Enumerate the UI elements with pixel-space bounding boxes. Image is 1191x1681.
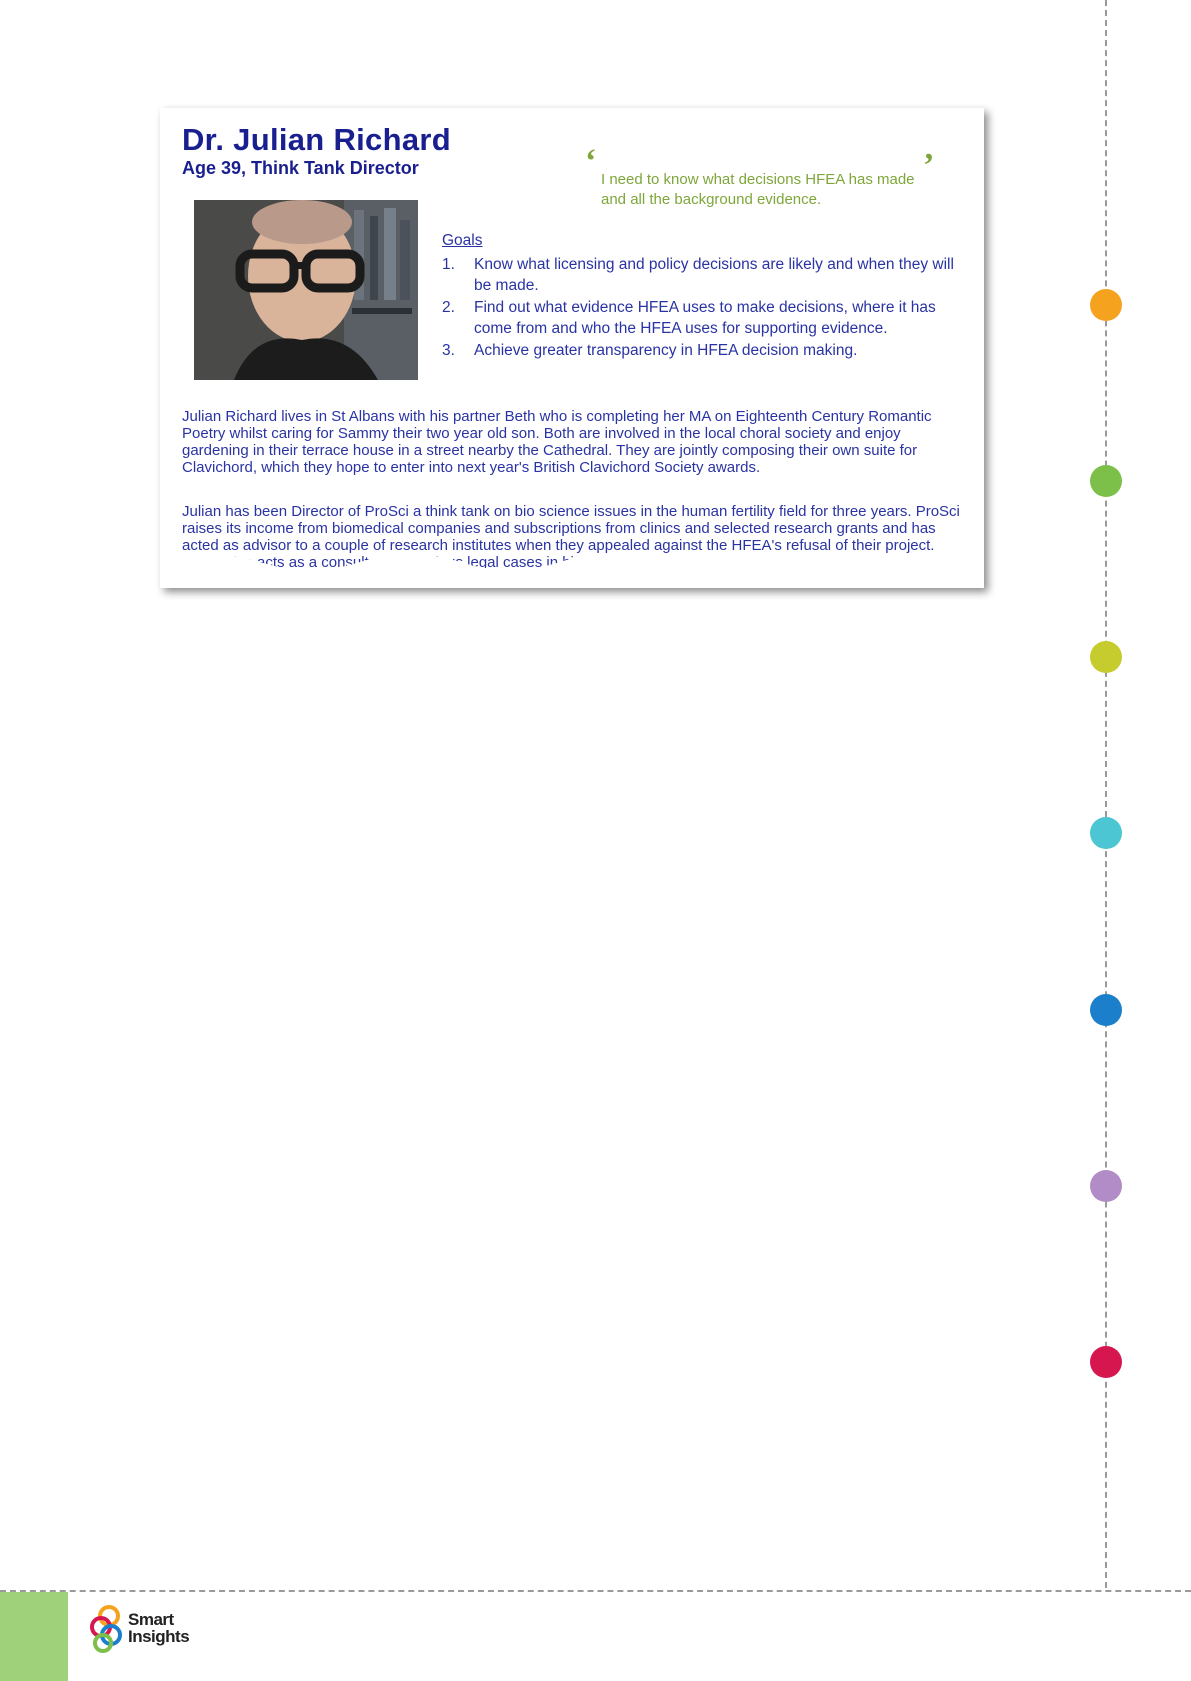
timeline-dot-red (1090, 1346, 1122, 1378)
persona-subtitle: Age 39, Think Tank Director (182, 158, 419, 178)
logo-mark-icon (90, 1605, 124, 1653)
torn-edge-icon (160, 548, 984, 588)
open-quote-icon: ‘ (585, 143, 597, 180)
bio-paragraph-1: Julian Richard lives in St Albans with his partner Beth who is completing her MA on Eighteenth Century Romantic Poetry whilst caring for Sammy their two year old son. Both are involved in the local choral society and enjoy gardening in their terrace house in a street nearby the Cathedral. They are jointly composing their own suite for Clavichord, which they hope to enter into next year's British Clavichord Society awards. (182, 408, 932, 476)
footer-color-block (0, 1592, 68, 1681)
logo-line-2: Insights (128, 1627, 190, 1646)
goal-text: Achieve greater transparency in HFEA decision making. (474, 342, 858, 359)
close-quote-icon: ’ (923, 147, 935, 184)
persona-card (160, 108, 984, 588)
portrait-photo (194, 200, 418, 380)
timeline-dot-green (1090, 465, 1122, 497)
logo-line-1: Smart (128, 1610, 174, 1629)
quote-text: I need to know what decisions HFEA has made and all the background evidence. (601, 171, 915, 208)
timeline-dot-orange (1090, 289, 1122, 321)
logo-text (128, 1611, 189, 1645)
timeline-dot-purple (1090, 1170, 1122, 1202)
persona-name: Dr. Julian Richard (182, 122, 451, 157)
persona-quote (585, 143, 945, 218)
footer-dashed-line (0, 1590, 1191, 1592)
goals-section (442, 232, 962, 362)
timeline-dot-blue (1090, 994, 1122, 1026)
timeline-dot-teal (1090, 817, 1122, 849)
goals-list (442, 254, 962, 361)
goal-text: Know what licensing and policy decisions are likely and when they will be made. (474, 256, 954, 294)
portrait-icon (194, 200, 418, 380)
smart-insights-logo (90, 1605, 200, 1655)
goal-item (442, 297, 962, 339)
goal-item (442, 340, 962, 361)
goal-number: 2. (442, 299, 455, 316)
timeline-dot-yellow (1090, 641, 1122, 673)
goal-number: 1. (442, 256, 455, 273)
goals-title: Goals (442, 232, 483, 249)
goal-text: Find out what evidence HFEA uses to make decisions, where it has come from and who the HFEA uses for supporting evidence. (474, 299, 936, 337)
bio-paragraph-2: Julian has been Director of ProSci a think tank on bio science issues in the human fertility field for three years. ProSci raises its income from biomedical companies and subscriptions from clinics and selected research grants and has acted as advisor to a couple of research institutes when they appealed against the HFEA's refusal of their project. acts as a consultant legal cases in (182, 503, 960, 571)
goal-number: 3. (442, 342, 455, 359)
goal-item (442, 254, 962, 296)
